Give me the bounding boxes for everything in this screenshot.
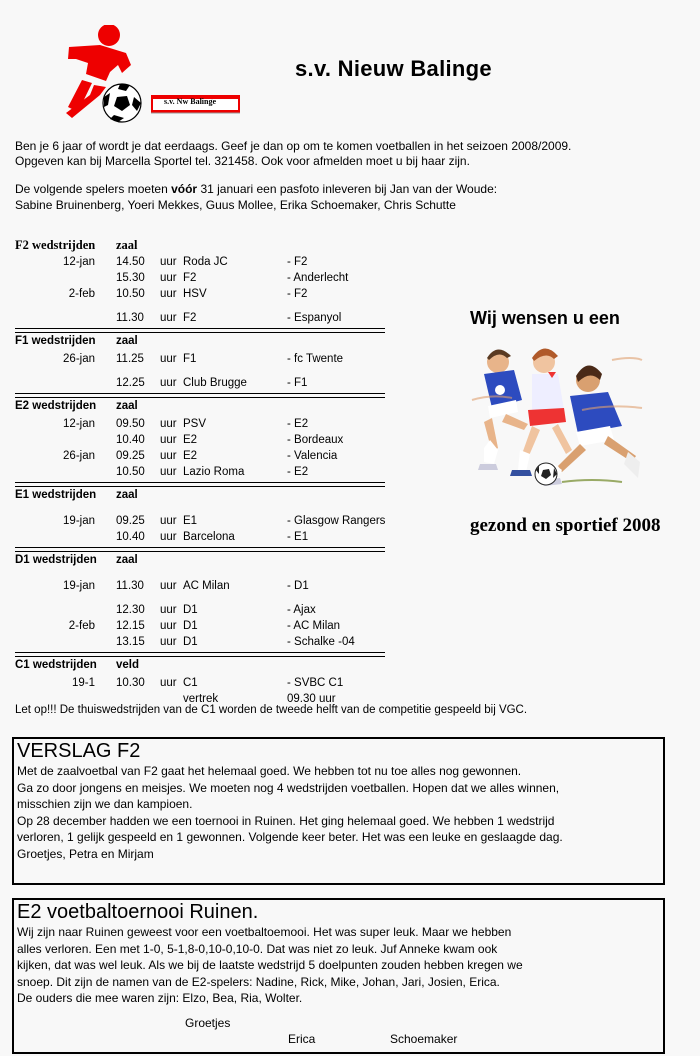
player-kicking-ball-icon <box>60 25 260 125</box>
match-date: 2-feb <box>68 288 95 300</box>
match-date: 19-jan <box>63 515 95 527</box>
section-venue: veld <box>116 659 140 671</box>
club-logo <box>60 25 260 125</box>
schedule-section-header <box>15 400 385 416</box>
section-title: E2 wedstrijden <box>15 400 97 412</box>
match-row <box>15 302 385 310</box>
section-divider <box>15 482 385 487</box>
match-uur: uur <box>160 434 177 446</box>
match-time: 14.50 <box>116 256 145 268</box>
match-uur: uur <box>160 531 177 543</box>
intro-line-4: Sabine Bruinenberg, Yoeri Mekkes, Guus Mollee, Erika Schoemaker, Chris Schutte <box>15 198 456 212</box>
match-uur: uur <box>160 636 177 648</box>
intro-line-3-bold: vóór <box>171 182 198 196</box>
section-divider <box>15 547 385 552</box>
match-row <box>15 432 385 448</box>
match-home-team: F2 <box>183 272 197 284</box>
match-home-team: E2 <box>183 450 198 462</box>
match-uur: uur <box>160 620 177 632</box>
match-uur: uur <box>160 677 177 689</box>
match-home-team: Barcelona <box>183 531 235 543</box>
match-row <box>15 448 385 464</box>
report-e2-last-name: Schoemaker <box>390 1032 458 1046</box>
section-title: F1 wedstrijden <box>15 335 96 347</box>
match-away-team: - Schalke -04 <box>287 636 355 648</box>
match-time: 12.25 <box>116 377 145 389</box>
match-away-team: - E1 <box>287 531 309 543</box>
match-away-team: - F2 <box>287 256 308 268</box>
intro-line-3-pre: De volgende spelers moeten <box>15 182 172 196</box>
match-away-team: - Ajax <box>287 604 316 616</box>
match-home-team: vertrek <box>183 693 219 705</box>
schedule-section-header <box>15 554 385 570</box>
match-home-team: D1 <box>183 636 198 648</box>
section-venue: zaal <box>116 489 138 501</box>
match-time: 11.25 <box>116 353 144 365</box>
section-title: D1 wedstrijden <box>15 554 97 566</box>
schedule-section-header <box>15 659 385 675</box>
match-row <box>15 570 385 578</box>
match-time: 15.30 <box>116 272 145 284</box>
match-time: 09.50 <box>116 418 145 430</box>
section-venue: zaal <box>116 554 138 566</box>
match-time: 10.30 <box>116 677 145 689</box>
match-home-team: HSV <box>183 288 207 300</box>
match-away-team: - F2 <box>287 288 308 300</box>
match-row <box>15 464 385 480</box>
match-away-team: - Espanyol <box>287 312 342 324</box>
match-home-team: Club Brugge <box>183 377 247 389</box>
match-row <box>15 513 385 529</box>
wish-subheading: gezond en sportief 2008 <box>470 515 661 536</box>
match-time: 11.30 <box>116 580 144 592</box>
match-away-team: - Anderlecht <box>287 272 349 284</box>
intro-line-3 <box>15 182 497 197</box>
match-uur: uur <box>160 256 177 268</box>
match-row <box>15 375 385 391</box>
intro-line-1: Ben je 6 jaar of wordt je dat eerdaags. Geef je dan op om te komen voetballen in het seizoen 2008/2009. <box>15 139 572 153</box>
wish-heading: Wij wensen u een <box>470 308 620 328</box>
match-away-team: - E2 <box>287 466 309 478</box>
match-home-team: D1 <box>183 620 198 632</box>
match-away-team: - AC Milan <box>287 620 341 632</box>
match-date: 12-jan <box>63 256 95 268</box>
report-e2-first-name: Erica <box>288 1032 316 1046</box>
match-away-team: - SVBC C1 <box>287 677 344 689</box>
match-row <box>15 286 385 302</box>
report-e2-greeting: Groetjes <box>185 1016 231 1030</box>
match-uur: uur <box>160 312 177 324</box>
match-time: 09.25 <box>116 450 145 462</box>
report-f2-box <box>12 737 665 885</box>
match-home-team: F2 <box>183 312 197 324</box>
match-time: 10.50 <box>116 466 145 478</box>
match-away-team: - E2 <box>287 418 309 430</box>
report-f2-title: VERSLAG F2 <box>17 740 141 762</box>
match-uur: uur <box>160 377 177 389</box>
report-f2-body: Met de zaalvoetbal van F2 gaat het helemaal goed. We hebben tot nu toe alles nog gewonnen. Ga zo door jongens en meisjes. We moeten nog 4 wedstrijden voetballen. Hopen dat we alles winnen, misschien zijn we dan kampioen. Op 28 december hadden we een toernooi in Ruinen. Het ging helemaal goed. We hebben 1 wedstrijd verloren, 1 gelijk gespeeld en 1 gewonnen. Volgende keer beter. Het was een leuke en geslaagde dag. <box>17 764 563 844</box>
section-divider <box>15 652 385 657</box>
note-text: Let op!!! De thuiswedstrijden van de C1 worden de tweede helft van de competitie gespeeld bij VGC. <box>15 704 528 716</box>
match-schedule <box>15 238 385 707</box>
match-uur: uur <box>160 604 177 616</box>
match-row <box>15 416 385 432</box>
report-e2-box <box>12 898 665 1054</box>
match-home-team: Roda JC <box>183 256 228 268</box>
match-row <box>15 675 385 691</box>
match-date: 12-jan <box>63 418 95 430</box>
match-home-team: E2 <box>183 434 198 446</box>
match-uur: uur <box>160 580 177 592</box>
match-time: 12.15 <box>116 620 145 632</box>
match-time: 12.30 <box>116 604 145 616</box>
match-away-team: - D1 <box>287 580 309 592</box>
match-time: 13.15 <box>116 636 145 648</box>
match-uur: uur <box>160 515 177 527</box>
section-divider <box>15 328 385 333</box>
match-home-team: PSV <box>183 418 207 430</box>
club-title: s.v. Nieuw Balinge <box>295 56 492 81</box>
match-date: 19-jan <box>63 580 95 592</box>
match-date: 19-1 <box>71 677 95 689</box>
section-title: F2 wedstrijden <box>15 238 96 252</box>
match-time: 10.50 <box>116 288 145 300</box>
section-venue: zaal <box>116 335 138 347</box>
report-e2-body: Wij zijn naar Ruinen geweest voor een voetbaltoemooi. Het was super leuk. Maar we hebben alles verloren. Een met 1-0, 5-1,8-0,10-0,10-0. Dat was niet zo leuk. Juf Anneke kwam ook kijken, dat was wel leuk. Als we bij de laatste wedstrijd 5 doelpunten zouden hebben kregen we snoep. Dit zijn de namen van de E2-spelers: Nadine, Rick, Mike, Johan, Jari, Josien, Erica. De ouders die mee waren zijn: Elzo, Bea, Ria, Wolter. <box>17 925 523 1005</box>
match-row <box>15 529 385 545</box>
match-home-team: E1 <box>183 515 198 527</box>
match-date: 2-feb <box>68 620 95 632</box>
section-venue: zaal <box>116 400 138 412</box>
match-away-team: - F1 <box>287 377 308 389</box>
intro-line-3-post: 31 januari een pasfoto inleveren bij Jan van der Woude: <box>197 182 498 196</box>
match-away-team: - fc Twente <box>287 353 344 365</box>
match-time: 09.25 <box>116 515 145 527</box>
match-uur: uur <box>160 353 177 365</box>
section-venue: zaal <box>116 238 138 252</box>
match-uur: uur <box>160 466 177 478</box>
match-uur: uur <box>160 288 177 300</box>
match-time: 10.40 <box>116 531 145 543</box>
intro-line-2: Opgeven kan bij Marcella Sportel tel. 321458. Ook voor afmelden moet u bij haar zijn. <box>15 154 470 168</box>
match-row <box>15 602 385 618</box>
match-row <box>15 578 385 594</box>
match-row <box>15 367 385 375</box>
schedule-section-header <box>15 335 385 351</box>
report-f2-signature: Groetjes, Petra en Mirjam <box>17 846 154 861</box>
match-home-team: AC Milan <box>183 580 230 592</box>
match-row <box>15 310 385 326</box>
match-row <box>15 254 385 270</box>
match-away-team: - Valencia <box>287 450 338 462</box>
match-home-team: C1 <box>183 677 198 689</box>
match-uur: uur <box>160 418 177 430</box>
match-row <box>15 634 385 650</box>
match-away-team: - Glasgow Rangers <box>287 515 386 527</box>
section-title: C1 wedstrijden <box>15 659 97 671</box>
match-row <box>15 351 385 367</box>
match-home-team: D1 <box>183 604 198 616</box>
match-date: 26-jan <box>63 353 95 365</box>
match-row <box>15 618 385 634</box>
match-away-team: 09.30 uur <box>287 693 336 705</box>
match-uur: uur <box>160 272 177 284</box>
report-e2-title: E2 voetbaltoernooi Ruinen. <box>17 901 259 923</box>
kids-football-icon <box>462 340 652 510</box>
match-row <box>15 505 385 513</box>
match-away-team: - Bordeaux <box>287 434 344 446</box>
section-title: E1 wedstrijden <box>15 489 97 501</box>
logo-label: s.v. Nw Balinge <box>164 97 217 106</box>
section-divider <box>15 393 385 398</box>
match-home-team: F1 <box>183 353 197 365</box>
match-time: 11.30 <box>116 312 144 324</box>
schedule-section-header <box>15 238 385 254</box>
match-time: 10.40 <box>116 434 145 446</box>
match-row <box>15 594 385 602</box>
schedule-section-header <box>15 489 385 505</box>
match-date: 26-jan <box>63 450 95 462</box>
kids-playing-football-illustration <box>462 340 652 510</box>
match-row <box>15 270 385 286</box>
match-uur: uur <box>160 450 177 462</box>
match-home-team: Lazio Roma <box>183 466 245 478</box>
